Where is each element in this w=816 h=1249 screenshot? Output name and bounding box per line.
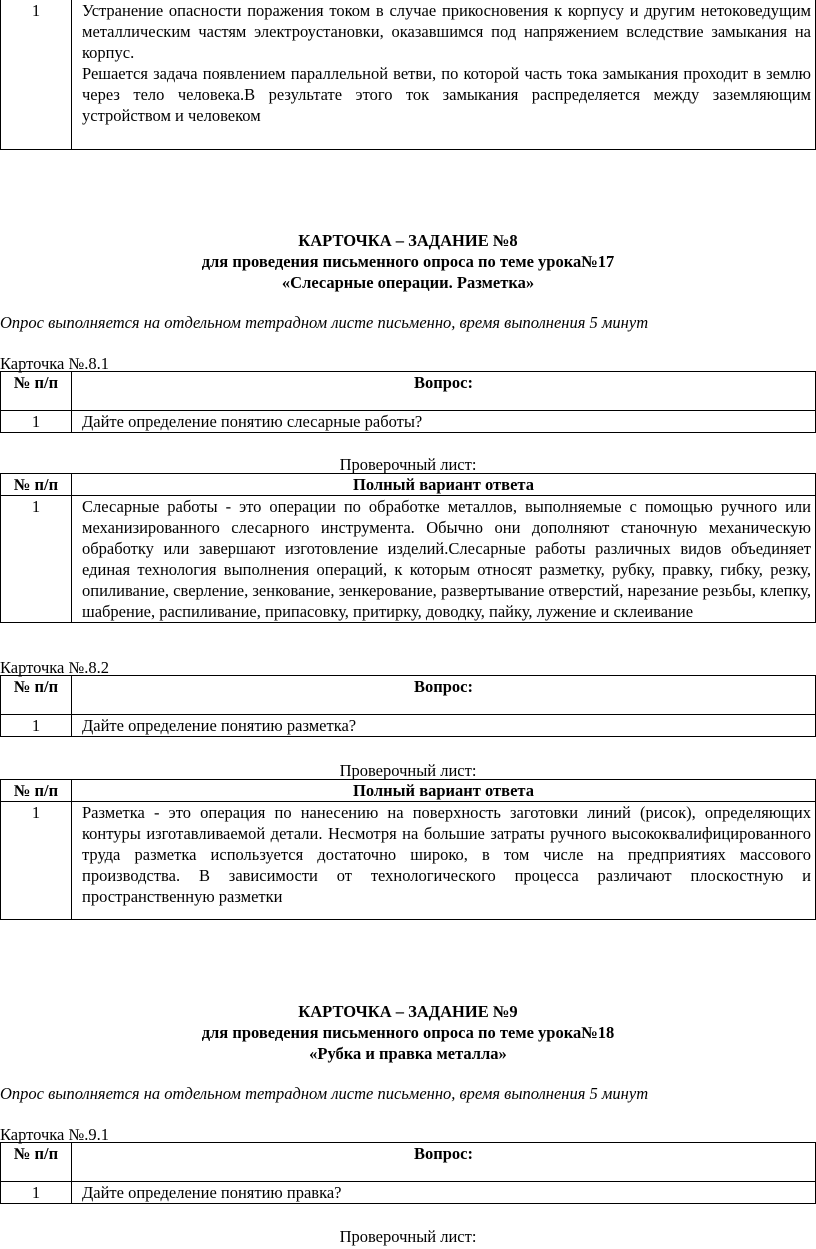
question-text: Дайте определение понятию правка?: [72, 1182, 816, 1204]
question-header-text: Вопрос:: [72, 1143, 816, 1182]
card-9-1-label: Карточка №.9.1: [0, 1125, 109, 1144]
answer-text: Слесарные работы - это операции по обработке металлов, выполняемые с помощью ручного или механизированного слесарного инструмента. Обычно они дополняют станочную механическую обработку или завершают изготовление изделий.Слесарные работы различных видов объединяет единая технология выполнения операций, к которым относят разметку, рубку, правку, гибку, резку, опиливание, сверление, зенкование, зенкерование, развертывание отверстий, нарезание резьбы, клепку, шабрение, распиливание, припасовку, притирку, доводку, пайку, лужение и склеивание: [72, 496, 816, 623]
question-header-number: № п/п: [1, 1143, 72, 1182]
card8-heading: [0, 230, 816, 293]
question-text: Дайте определение понятию слесарные работы?: [72, 411, 816, 433]
card9-title: КАРТОЧКА – ЗАДАНИЕ №9: [298, 1002, 518, 1021]
answer-header-text: Полный вариант ответа: [72, 474, 816, 496]
card9-instruction: Опрос выполняется на отдельном тетрадном листе письменно, время выполнения 5 минут: [0, 1084, 649, 1103]
card-8-2-label: Карточка №.8.2: [0, 658, 109, 677]
card8-title: КАРТОЧКА – ЗАДАНИЕ №8: [298, 231, 518, 250]
answer-header-number: № п/п: [1, 474, 72, 496]
answer-header-text: Полный вариант ответа: [72, 780, 816, 802]
card9-subtitle: для проведения письменного опроса по теме урока№18: [201, 1023, 615, 1042]
question-number: 1: [1, 1182, 72, 1204]
card-8-1-question-table: [0, 371, 816, 433]
answer-number: 1: [1, 496, 72, 623]
question-header-number: № п/п: [1, 676, 72, 715]
row-number: 1: [1, 0, 72, 150]
answer-header-number: № п/п: [1, 780, 72, 802]
answer-paragraph-1: Устранение опасности поражения током в случае прикосновения к корпусу и другим нетоковедущим металлическим частям электроустановки, оказавшимся под напряжением вследствие замыкания на корпус.: [82, 1, 811, 62]
card8-subtitle: для проведения письменного опроса по теме урока№17: [201, 252, 615, 271]
card-8-1-check-label: Проверочный лист:: [339, 455, 477, 474]
card8-topic: «Слесарные операции. Разметка»: [281, 273, 535, 292]
question-number: 1: [1, 715, 72, 737]
question-header-text: Вопрос:: [72, 372, 816, 411]
question-header-text: Вопрос:: [72, 676, 816, 715]
answer-text: Разметка - это операция по нанесению на поверхность заготовки линий (рисок), определяющих контуры изготавливаемой детали. Несмотря на большие затраты ручного высококвалифицированного труда разметка используется достаточно широко, в том числе на предприятиях массового производства. В зависимости от технологического процесса различают плоскостную и пространственную разметки: [72, 802, 816, 920]
question-header-number: № п/п: [1, 372, 72, 411]
card-9-1-check-label: Проверочный лист:: [339, 1227, 477, 1246]
card9-topic: «Рубка и правка металла»: [309, 1044, 507, 1063]
question-text: Дайте определение понятию разметка?: [72, 715, 816, 737]
card-8-1-answer-table: [0, 473, 816, 623]
question-number: 1: [1, 411, 72, 433]
answer-number: 1: [1, 802, 72, 920]
answer-paragraph-2: Решается задача появлением параллельной ветви, по которой часть тока замыкания проходит в землю через тело человека.В результате этого ток замыкания распределяется между заземляющим устройством и человеком: [82, 64, 811, 125]
top-answer-table: [0, 0, 816, 150]
card-8-1-label: Карточка №.8.1: [0, 354, 109, 373]
card-8-2-check-label: Проверочный лист:: [339, 761, 477, 780]
card-8-2-answer-table: [0, 779, 816, 920]
card8-instruction: Опрос выполняется на отдельном тетрадном листе письменно, время выполнения 5 минут: [0, 313, 649, 332]
card-8-2-question-table: [0, 675, 816, 737]
answer-cell: [72, 0, 816, 150]
card-9-1-question-table: [0, 1142, 816, 1204]
card9-heading: [0, 1001, 816, 1064]
